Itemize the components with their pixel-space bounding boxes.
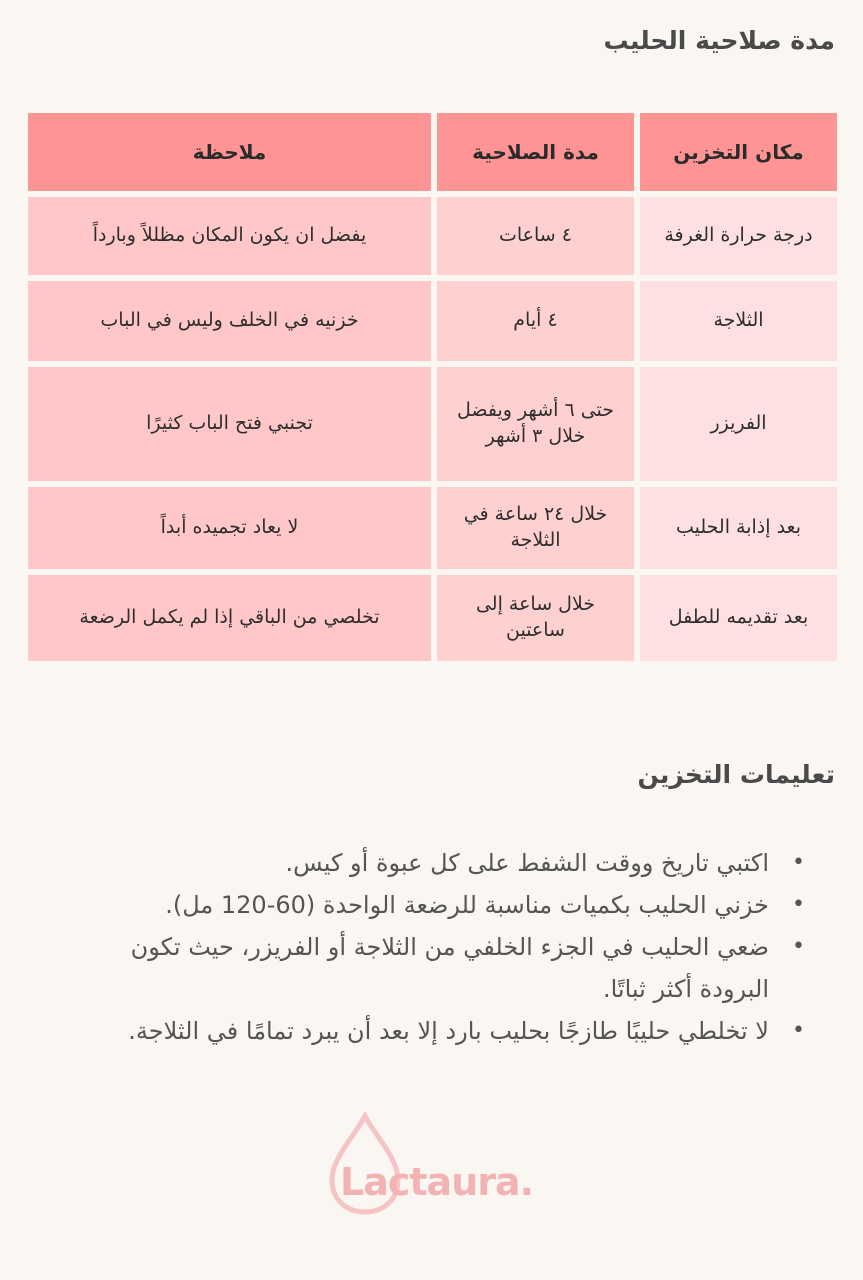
list-item-text: خزني الحليب بكميات مناسبة للرضعة الواحدة (60-120 مل). bbox=[165, 891, 769, 919]
section-title-instructions: تعليمات التخزين bbox=[637, 760, 835, 789]
cell-duration: خلال ساعة إلى ساعتين bbox=[437, 575, 634, 661]
cell-note: تجنبي فتح الباب كثيرًا bbox=[28, 367, 431, 481]
bullet-icon: • bbox=[792, 892, 805, 917]
list-item-text: اكتبي تاريخ ووقت الشفط على كل عبوة أو كيس. bbox=[285, 849, 769, 877]
cell-place: بعد إذابة الحليب bbox=[640, 487, 837, 569]
cell-note: خزنيه في الخلف وليس في الباب bbox=[28, 281, 431, 361]
list-item-text: لا تخلطي حليبًا طازجًا بحليب بارد إلا بعد أن يبرد تمامًا في الثلاجة. bbox=[128, 1017, 769, 1045]
bullet-icon: • bbox=[792, 1018, 805, 1043]
cell-duration: ٤ ساعات bbox=[437, 197, 634, 275]
bullet-icon: • bbox=[792, 850, 805, 875]
brand-logo bbox=[320, 1112, 540, 1222]
list-item bbox=[85, 1010, 805, 1052]
cell-note: يفضل ان يكون المكان مظللاً وبارداً bbox=[28, 197, 431, 275]
header-duration: مدة الصلاحية bbox=[437, 113, 634, 191]
table-row bbox=[28, 281, 837, 361]
cell-place: درجة حرارة الغرفة bbox=[640, 197, 837, 275]
cell-note: لا يعاد تجميده أبداً bbox=[28, 487, 431, 569]
cell-place: الثلاجة bbox=[640, 281, 837, 361]
table-header-row bbox=[28, 113, 837, 191]
page-title: مدة صلاحية الحليب bbox=[603, 26, 835, 55]
header-place: مكان التخزين bbox=[640, 113, 837, 191]
cell-duration: خلال ٢٤ ساعة في الثلاجة bbox=[437, 487, 634, 569]
cell-place: بعد تقديمه للطفل bbox=[640, 575, 837, 661]
brand-logo-text: Lactaura. bbox=[340, 1160, 534, 1204]
table-row bbox=[28, 367, 837, 481]
list-item-text: ضعي الحليب في الجزء الخلفي من الثلاجة أو الفريزر، حيث تكون البرودة أكثر ثباتًا. bbox=[130, 933, 769, 1003]
cell-duration: ٤ أيام bbox=[437, 281, 634, 361]
instructions-list bbox=[85, 842, 805, 1052]
table-row bbox=[28, 197, 837, 275]
cell-duration: حتى ٦ أشهر ويفضل خلال ٣ أشهر bbox=[437, 367, 634, 481]
header-note: ملاحظة bbox=[28, 113, 431, 191]
storage-table bbox=[22, 107, 843, 667]
cell-note: تخلصي من الباقي إذا لم يكمل الرضعة bbox=[28, 575, 431, 661]
list-item bbox=[85, 926, 805, 1010]
cell-place: الفريزر bbox=[640, 367, 837, 481]
table-row bbox=[28, 487, 837, 569]
table-row bbox=[28, 575, 837, 661]
bullet-icon: • bbox=[792, 934, 805, 959]
list-item bbox=[85, 884, 805, 926]
list-item bbox=[85, 842, 805, 884]
